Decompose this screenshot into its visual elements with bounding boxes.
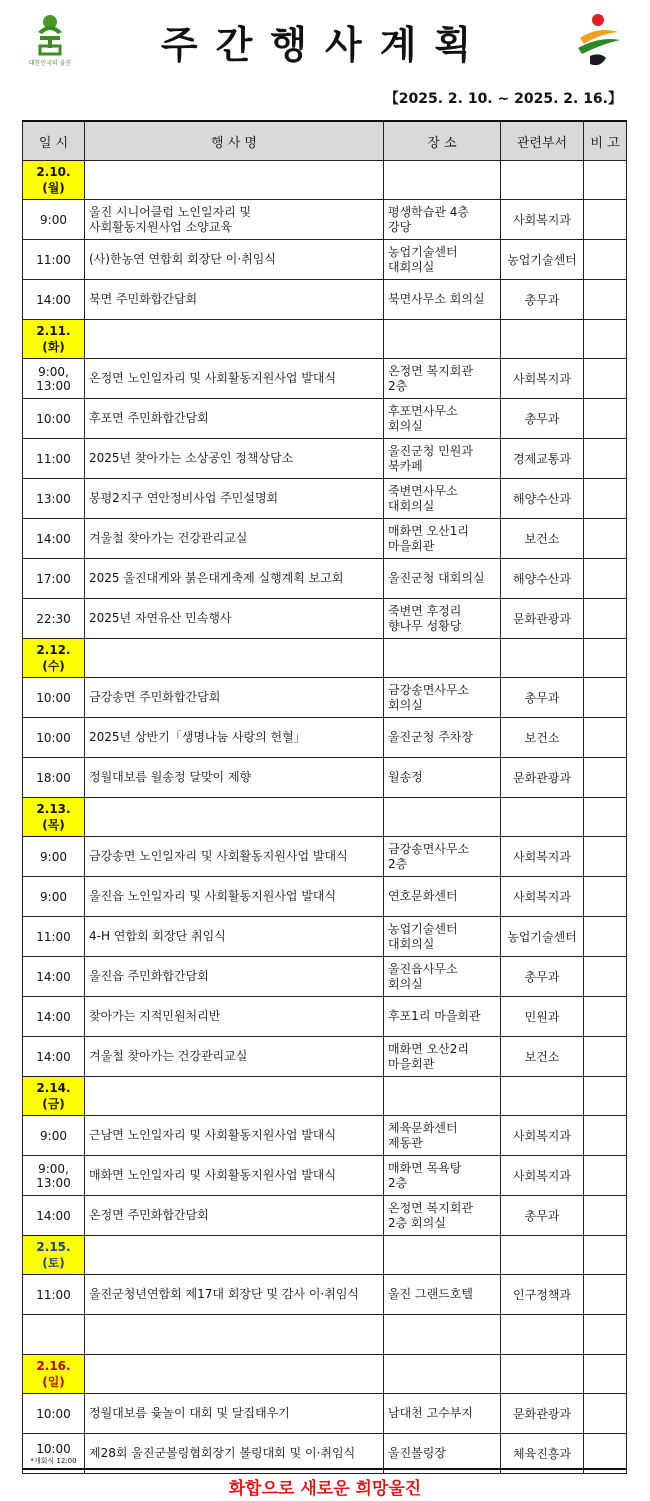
event-time xyxy=(23,877,85,917)
empty-cell xyxy=(501,1077,584,1116)
event-place: 죽변면사무소 대회의실 xyxy=(384,479,501,519)
event-time-text: 11:00 xyxy=(36,252,71,267)
event-name: 찾아가는 지적민원처리반 xyxy=(85,997,384,1037)
page-title: 주간행사계획 xyxy=(160,23,490,67)
page-header xyxy=(0,0,650,80)
event-dept: 해양수산과 xyxy=(501,479,584,519)
event-place: 울진볼링장 xyxy=(384,1434,501,1474)
table-row xyxy=(23,1394,627,1434)
event-dept: 사회복지과 xyxy=(501,1156,584,1196)
event-name: 금강송면 주민화합간담회 xyxy=(85,678,384,718)
table-row xyxy=(23,359,627,399)
event-note xyxy=(584,1394,627,1434)
event-place: 매화면 목욕탕 2층 xyxy=(384,1156,501,1196)
event-dept: 총무과 xyxy=(501,1196,584,1236)
event-time-note: *개회식 12:00 xyxy=(30,1457,77,1465)
empty-cell xyxy=(584,639,627,678)
event-time xyxy=(23,359,85,399)
event-name: 2025년 상반기「생명나눔 사랑의 헌혈」 xyxy=(85,718,384,758)
event-name: (사)한농연 연합회 회장단 이·취임식 xyxy=(85,240,384,280)
event-dept: 사회복지과 xyxy=(501,200,584,240)
table-row xyxy=(23,678,627,718)
table-row xyxy=(23,479,627,519)
logo-caption: 대한민국의 울진 xyxy=(28,60,72,67)
day-label: 2.13.(목) xyxy=(23,798,85,837)
event-time-text: 14:00 xyxy=(36,292,71,307)
event-time-text: 11:00 xyxy=(36,929,71,944)
empty-cell xyxy=(85,161,384,200)
event-note xyxy=(584,1315,627,1355)
event-time-text: 14:00 xyxy=(36,1009,71,1024)
event-dept: 경제교통과 xyxy=(501,439,584,479)
schedule-period: 【2025. 2. 10. ~ 2025. 2. 16.】 xyxy=(384,91,622,107)
event-note xyxy=(584,280,627,320)
event-time-text: 14:00 xyxy=(36,531,71,546)
event-time xyxy=(23,957,85,997)
empty-cell xyxy=(501,1355,584,1394)
event-dept: 체육진흥과 xyxy=(501,1434,584,1474)
event-time-text: 14:00 xyxy=(36,1049,71,1064)
event-place: 북면사무소 회의실 xyxy=(384,280,501,320)
event-name: 후포면 주민화합간담회 xyxy=(85,399,384,439)
event-place: 매화면 오산1리 마을회관 xyxy=(384,519,501,559)
table-row xyxy=(23,1315,627,1355)
column-header-place: 장 소 xyxy=(384,121,501,161)
event-place: 죽변면 후정리 향나무 성황당 xyxy=(384,599,501,639)
slogan: 화합으로 새로운 희망울진 xyxy=(228,1479,422,1499)
empty-cell xyxy=(501,161,584,200)
empty-cell xyxy=(584,320,627,359)
event-time xyxy=(23,519,85,559)
empty-cell xyxy=(384,1077,501,1116)
event-name: 울진군청년연합회 제17대 회장단 및 감사 이·취임식 xyxy=(85,1275,384,1315)
day-label: 2.11.(화) xyxy=(23,320,85,359)
empty-cell xyxy=(501,798,584,837)
table-row xyxy=(23,997,627,1037)
event-time xyxy=(23,1315,85,1355)
event-dept: 사회복지과 xyxy=(501,1116,584,1156)
swoosh-symbol-icon xyxy=(576,12,622,70)
event-time xyxy=(23,599,85,639)
event-name: 근남면 노인일자리 및 사회활동지원사업 발대식 xyxy=(85,1116,384,1156)
event-dept: 인구정책과 xyxy=(501,1275,584,1315)
event-time xyxy=(23,439,85,479)
event-note xyxy=(584,917,627,957)
event-dept: 보건소 xyxy=(501,519,584,559)
event-name: 정월대보름 월송정 달맞이 제향 xyxy=(85,758,384,798)
table-row xyxy=(23,758,627,798)
day-row xyxy=(23,1077,627,1116)
event-note xyxy=(584,1275,627,1315)
day-row xyxy=(23,798,627,837)
column-header-datetime: 일 시 xyxy=(23,121,85,161)
event-note xyxy=(584,399,627,439)
day-row xyxy=(23,161,627,200)
event-place: 금강송면사무소 회의실 xyxy=(384,678,501,718)
event-dept: 사회복지과 xyxy=(501,837,584,877)
event-note xyxy=(584,1116,627,1156)
table-row xyxy=(23,877,627,917)
event-dept: 총무과 xyxy=(501,957,584,997)
column-header-dept: 관련부서 xyxy=(501,121,584,161)
day-row xyxy=(23,1236,627,1275)
event-time xyxy=(23,559,85,599)
day-label: 2.15.(토) xyxy=(23,1236,85,1275)
empty-cell xyxy=(85,1355,384,1394)
day-label: 2.10.(월) xyxy=(23,161,85,200)
event-note xyxy=(584,957,627,997)
event-place: 월송정 xyxy=(384,758,501,798)
event-time-text: 9:00, 13:00 xyxy=(36,1161,71,1190)
event-place xyxy=(384,1315,501,1355)
event-dept xyxy=(501,1315,584,1355)
event-time xyxy=(23,917,85,957)
empty-cell xyxy=(584,1077,627,1116)
event-name: 정월대보름 윷놀이 대회 및 달집태우기 xyxy=(85,1394,384,1434)
event-note xyxy=(584,1196,627,1236)
event-time xyxy=(23,718,85,758)
event-dept: 보건소 xyxy=(501,718,584,758)
event-dept: 민원과 xyxy=(501,997,584,1037)
event-time xyxy=(23,837,85,877)
event-time-text: 9:00, 13:00 xyxy=(36,364,71,393)
empty-cell xyxy=(384,798,501,837)
county-logo xyxy=(22,12,78,70)
empty-cell xyxy=(85,639,384,678)
event-note xyxy=(584,359,627,399)
event-dept: 보건소 xyxy=(501,1037,584,1077)
event-note xyxy=(584,479,627,519)
event-note xyxy=(584,837,627,877)
empty-cell xyxy=(384,639,501,678)
empty-cell xyxy=(85,320,384,359)
event-note xyxy=(584,200,627,240)
day-row xyxy=(23,320,627,359)
event-note xyxy=(584,758,627,798)
empty-cell xyxy=(501,1236,584,1275)
event-dept: 농업기술센터 xyxy=(501,917,584,957)
event-time-text: 13:00 xyxy=(36,491,71,506)
schedule-body xyxy=(23,161,627,1474)
empty-cell xyxy=(85,1236,384,1275)
day-row xyxy=(23,1355,627,1394)
event-name: 온정면 주민화합간담회 xyxy=(85,1196,384,1236)
event-time xyxy=(23,280,85,320)
event-time-text: 14:00 xyxy=(36,1208,71,1223)
event-time xyxy=(23,997,85,1037)
event-name: 금강송면 노인일자리 및 사회활동지원사업 발대식 xyxy=(85,837,384,877)
event-time xyxy=(23,1037,85,1077)
event-place: 남대천 고수부지 xyxy=(384,1394,501,1434)
empty-cell xyxy=(584,798,627,837)
event-place: 온정면 복지회관 2층 회의실 xyxy=(384,1196,501,1236)
event-name: 제28회 울진군볼링협회장기 볼링대회 및 이·취임식 xyxy=(85,1434,384,1474)
event-note xyxy=(584,559,627,599)
event-dept: 문화관광과 xyxy=(501,599,584,639)
event-place: 농업기술센터 대회의실 xyxy=(384,917,501,957)
event-time-text: 11:00 xyxy=(36,1287,71,1302)
event-name: 온정면 노인일자리 및 사회활동지원사업 발대식 xyxy=(85,359,384,399)
event-time xyxy=(23,678,85,718)
day-label: 2.14.(금) xyxy=(23,1077,85,1116)
event-time-text: 18:00 xyxy=(36,770,71,785)
event-time-text: 10:00 xyxy=(36,730,71,745)
empty-cell xyxy=(584,161,627,200)
event-time-text: 9:00 xyxy=(40,1128,67,1143)
table-row xyxy=(23,1156,627,1196)
table-row xyxy=(23,1116,627,1156)
event-dept: 문화관광과 xyxy=(501,1394,584,1434)
empty-cell xyxy=(584,1236,627,1275)
empty-cell xyxy=(501,639,584,678)
event-place: 온정면 복지회관 2층 xyxy=(384,359,501,399)
event-dept: 해양수산과 xyxy=(501,559,584,599)
event-name: 겨울철 찾아가는 건강관리교실 xyxy=(85,1037,384,1077)
event-time xyxy=(23,758,85,798)
event-name: 2025 울진대게와 붉은대게축제 실행계획 보고회 xyxy=(85,559,384,599)
table-row xyxy=(23,519,627,559)
event-name: 2025년 자연유산 민속행사 xyxy=(85,599,384,639)
event-name: 봉평2지구 연안정비사업 주민설명회 xyxy=(85,479,384,519)
event-time-text: 9:00 xyxy=(40,849,67,864)
event-time xyxy=(23,1196,85,1236)
brand-symbol xyxy=(576,12,622,70)
column-header-note: 비 고 xyxy=(584,121,627,161)
empty-cell xyxy=(85,798,384,837)
event-place: 농업기술센터 대회의실 xyxy=(384,240,501,280)
empty-cell xyxy=(85,1077,384,1116)
table-row xyxy=(23,240,627,280)
day-row xyxy=(23,639,627,678)
table-row xyxy=(23,280,627,320)
event-dept: 농업기술센터 xyxy=(501,240,584,280)
event-note xyxy=(584,519,627,559)
event-name: 울진읍 주민화합간담회 xyxy=(85,957,384,997)
day-label: 2.12.(수) xyxy=(23,639,85,678)
event-time xyxy=(23,1275,85,1315)
table-row xyxy=(23,837,627,877)
event-note xyxy=(584,877,627,917)
table-row xyxy=(23,599,627,639)
event-time-text: 10:00 xyxy=(36,411,71,426)
event-name: 북면 주민화합간담회 xyxy=(85,280,384,320)
event-note xyxy=(584,439,627,479)
event-time-text: 17:00 xyxy=(36,571,71,586)
event-place: 울진군청 민원과 북카페 xyxy=(384,439,501,479)
event-name: 매화면 노인일자리 및 사회활동지원사업 발대식 xyxy=(85,1156,384,1196)
event-place: 울진군청 주차장 xyxy=(384,718,501,758)
event-note xyxy=(584,240,627,280)
empty-cell xyxy=(384,1355,501,1394)
event-note xyxy=(584,678,627,718)
table-row xyxy=(23,957,627,997)
table-row xyxy=(23,439,627,479)
table-row xyxy=(23,559,627,599)
event-place: 울진읍사무소 회의실 xyxy=(384,957,501,997)
event-place: 후포면사무소 회의실 xyxy=(384,399,501,439)
tree-emblem-icon xyxy=(22,12,78,58)
event-dept: 총무과 xyxy=(501,399,584,439)
event-dept: 사회복지과 xyxy=(501,877,584,917)
event-time-text: 14:00 xyxy=(36,969,71,984)
event-time-text: 9:00 xyxy=(40,889,67,904)
event-dept: 사회복지과 xyxy=(501,359,584,399)
event-place: 연호문화센터 xyxy=(384,877,501,917)
event-place: 후포1리 마을회관 xyxy=(384,997,501,1037)
event-name: 울진 시니어클럽 노인일자리 및 사회활동지원사업 소양교육 xyxy=(85,200,384,240)
event-place: 매화면 오산2리 마을회관 xyxy=(384,1037,501,1077)
event-name xyxy=(85,1315,384,1355)
event-time-text: 22:30 xyxy=(36,611,71,626)
event-time-text: 10:00 xyxy=(36,1406,71,1421)
event-time xyxy=(23,479,85,519)
event-place: 평생학습관 4층 강당 xyxy=(384,200,501,240)
event-dept: 문화관광과 xyxy=(501,758,584,798)
event-time xyxy=(23,1156,85,1196)
day-label: 2.16.(일) xyxy=(23,1355,85,1394)
empty-cell xyxy=(501,320,584,359)
event-time-text: 9:00 xyxy=(40,212,67,227)
event-name: 4-H 연합회 회장단 취임식 xyxy=(85,917,384,957)
event-time-text: 10:00 xyxy=(36,1442,71,1456)
table-header-row xyxy=(23,121,627,161)
event-time xyxy=(23,399,85,439)
event-name: 2025년 찾아가는 소상공인 정책상담소 xyxy=(85,439,384,479)
weekly-schedule-table xyxy=(22,120,627,1474)
event-time xyxy=(23,1116,85,1156)
event-time xyxy=(23,1394,85,1434)
event-place: 체육문화센터 제동관 xyxy=(384,1116,501,1156)
event-time-text: 10:00 xyxy=(36,690,71,705)
table-row xyxy=(23,1275,627,1315)
event-dept: 총무과 xyxy=(501,280,584,320)
event-note xyxy=(584,1156,627,1196)
event-place: 울진 그랜드호텔 xyxy=(384,1275,501,1315)
event-time-text: 11:00 xyxy=(36,451,71,466)
event-time xyxy=(23,200,85,240)
event-place: 금강송면사무소 2층 xyxy=(384,837,501,877)
event-note xyxy=(584,997,627,1037)
table-row xyxy=(23,1196,627,1236)
bottom-divider xyxy=(22,1468,626,1470)
table-row xyxy=(23,399,627,439)
empty-cell xyxy=(384,320,501,359)
event-note xyxy=(584,718,627,758)
event-dept: 총무과 xyxy=(501,678,584,718)
table-row xyxy=(23,200,627,240)
event-place: 울진군청 대회의실 xyxy=(384,559,501,599)
empty-cell xyxy=(384,1236,501,1275)
event-time xyxy=(23,240,85,280)
table-row xyxy=(23,1037,627,1077)
table-row xyxy=(23,718,627,758)
empty-cell xyxy=(584,1355,627,1394)
event-note xyxy=(584,599,627,639)
empty-cell xyxy=(384,161,501,200)
event-name: 울진읍 노인일자리 및 사회활동지원사업 발대식 xyxy=(85,877,384,917)
column-header-event: 행 사 명 xyxy=(85,121,384,161)
event-note xyxy=(584,1037,627,1077)
table-row xyxy=(23,917,627,957)
event-name: 겨울철 찾아가는 건강관리교실 xyxy=(85,519,384,559)
